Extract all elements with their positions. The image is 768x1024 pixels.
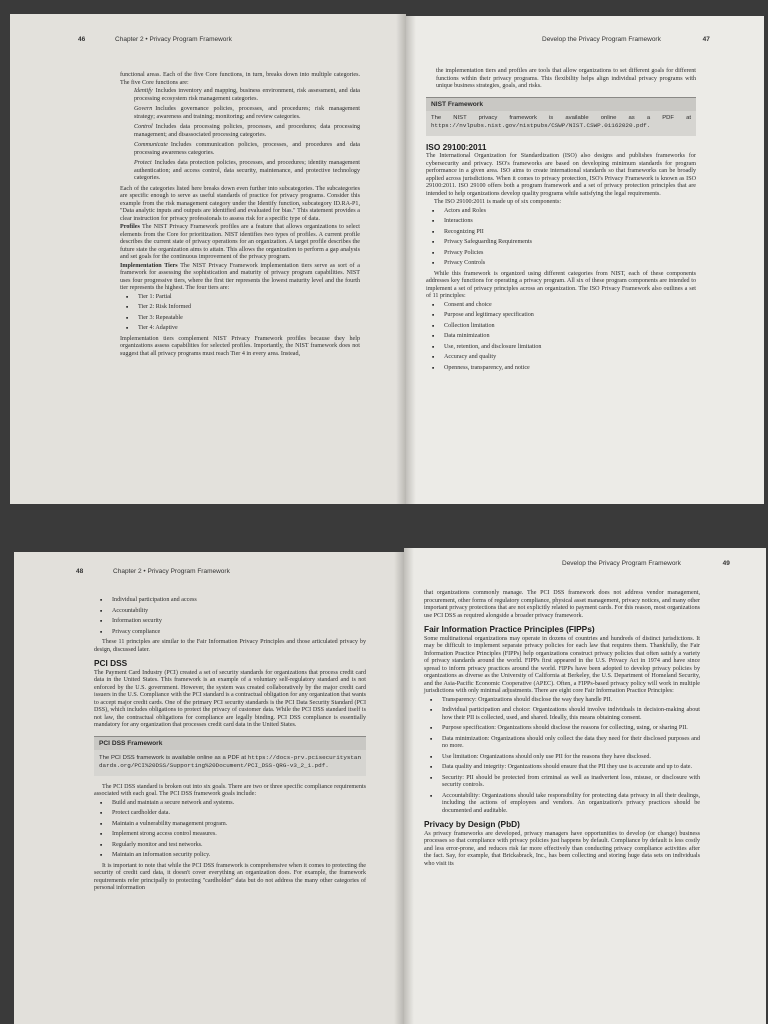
paragraph: These 11 principles are similar to the Fair Information Privacy Principles and those articulated privacy by design, discussed later.: [94, 639, 366, 653]
box-sentence: The NIST privacy framework is available online as a PDF at: [431, 115, 691, 121]
list-item: ■ Privacy Controls: [444, 260, 696, 268]
principles-list-continued: [94, 597, 366, 636]
page-body: [120, 72, 360, 359]
list-item: ■ Protect cardholder data.: [112, 810, 366, 818]
components-list: [426, 208, 696, 268]
paragraph: The International Organization for Standardization (ISO) also designs and publishes frameworks for cybersecurity and privacy. ISO's frameworks are based on developing minimum standards for program performance in a given area. ISO aims to create international standards so that frameworks can be broadly applied across jurisdictions. When it comes to privacy protection, ISO's Privacy Framework is known as ISO 29100:2011. ISO 29100 offers both a program framework and a set of privacy protection principles that are intended to help organizations develop quality programs while satisfying the legal requirements.: [426, 153, 696, 197]
list-item: ■ Accountability: [112, 608, 366, 616]
definition-control: [120, 124, 360, 139]
page-body: [424, 590, 700, 869]
definition-govern: [120, 106, 360, 121]
list-item: ■ Individual participation and access: [112, 597, 366, 605]
section-heading: Fair Information Practice Principles (FIPPs): [424, 624, 595, 634]
list-item: ■ Tier 3: Repeatable: [138, 315, 360, 323]
box-url: https://nvlpubs.nist.gov/nistpubs/CSWP/NIST.CSWP.01162020.pdf.: [431, 122, 651, 130]
paragraph: functional areas. Each of the five Core functions, in turn, breaks down into multiple categories. The five Core functions are:: [120, 72, 360, 86]
definition-text: Includes inventory and mapping, business environment, risk assessment, and data processing ecosystem risk management categories.: [134, 88, 360, 102]
definition-protect: [120, 160, 360, 183]
list-item: ■ Recognizing PII: [444, 229, 696, 237]
running-title: Develop the Privacy Program Framework: [542, 36, 661, 43]
page-47: [406, 16, 764, 504]
list-item: ■ Use limitation: Organizations should only use PII for the reasons they have disclosed.: [442, 754, 700, 762]
box-url: https://docs-prv.pcisecuritystandards.org/PCI%20DSS/Supporting%20Document/PCI_DSS-QRG-v3_2_1.pdf.: [99, 754, 361, 770]
run-in-heading: Profiles: [120, 224, 140, 230]
definition-text: Includes data protection policies, processes, and procedures; identity management authentication; and access control, data security, maintenance, and protective technology categories.: [134, 160, 360, 181]
page-49: [404, 548, 766, 1024]
profiles-paragraph: [120, 224, 360, 262]
box-title: NIST Framework: [426, 98, 696, 112]
running-title: Chapter 2 • Privacy Program Framework: [115, 36, 232, 43]
page-number: 48: [76, 568, 84, 575]
box-title: PCI DSS Framework: [94, 737, 366, 751]
section-heading: Privacy by Design (PbD): [424, 819, 520, 829]
section-heading: ISO 29100:2011: [426, 141, 487, 152]
section-heading: PCI DSS: [94, 658, 128, 668]
paragraph: The PCI DSS standard is broken out into six goals. There are two or three specific compliance requirements associated with each goal. The PCI DSS framework goals include:: [94, 783, 366, 798]
list-item: ■ Accountability: Organizations should take responsibility for protecting data privacy in all their dealings, including the actions of employees and vendors. An organization's privacy practices should be documented and auditable.: [442, 793, 700, 816]
run-in-heading: Implementation Tiers: [120, 262, 178, 269]
principles-list: [426, 302, 696, 373]
paragraph: that organizations commonly manage. The PCI DSS framework does not address vendor management, procurement, other forms of regulatory compliance, physical asset management, privacy notices, and many other important privacy protections that are not explicitly related to payment cards. For this reason, most organizations use PCI DSS as required alongside a broader privacy framework.: [424, 590, 700, 619]
definition-text: Includes governance policies, processes, and procedures; risk management strategy; awareness and training; monitoring; and review categories.: [134, 106, 360, 120]
list-item: ■ Individual participation and choice: Organizations should involve individuals in decision-making about how their PII is collected, used, and shared. Ideally, this means obtaining consent.: [442, 707, 700, 722]
running-title: Develop the Privacy Program Framework: [562, 560, 681, 567]
list-item: ■ Purpose specification: Organizations should disclose the reasons for collecting, using, or sharing PII.: [442, 725, 700, 733]
page-gutter-shadow: [404, 548, 414, 1024]
page-gutter-shadow: [394, 552, 404, 1024]
list-item: ■ Data minimization: [444, 333, 696, 341]
paragraph-text: The NIST Privacy Framework profiles are a feature that allows organizations to select elements from the Core for prioritization. NIST identifies two types of profiles. A current profile describes the current state of privacy operations for an organization. A target profile describes the future state the organization aims to attain. This allows the organization to perform a gap analysis and set goals for the continuous improvement of the privacy program.: [120, 224, 360, 260]
page-number: 47: [702, 36, 710, 43]
list-item: ■ Openness, transparency, and notice: [444, 365, 696, 373]
page-gutter-shadow: [406, 16, 416, 504]
list-item: ■ Security: PII should be protected from criminal as well as inadvertent loss, misuse, or disclosure with security controls.: [442, 775, 700, 790]
paragraph: the implementation tiers and profiles are tools that allow organizations to set different goals for different functions within their privacy programs. This flexibility helps align individual privacy programs with unique business strategies, goals, and risks.: [436, 68, 696, 89]
paragraph: The ISO 29100:2011 is made up of six components:: [434, 199, 562, 206]
list-item: ■ Consent and choice: [444, 302, 696, 310]
page-number: 46: [78, 36, 86, 43]
paragraph: As privacy frameworks are developed, privacy managers have opportunities to develop (or change) business processes so that compliance with privacy policies just happens by default. Compliance by default is less costly and less error-prone, and reduces risk far more effectively than conducting privacy compliance activities after the fact. Say, for example, that Brickabrack, Inc., has been collecting and storing huge data sets on individuals who visit its: [424, 830, 700, 867]
box-text: [426, 111, 696, 136]
list-item: ■ Tier 4: Adaptive: [138, 325, 360, 333]
tiers-list: [120, 294, 360, 333]
list-item: ■ Collection limitation: [444, 323, 696, 331]
page-46: [10, 14, 406, 504]
list-item: ■ Implement strong access control measures.: [112, 831, 366, 839]
definition-term: Identify: [134, 88, 153, 94]
paragraph: It is important to note that while the PCI DSS framework is comprehensive when it comes to protecting the security of credit card data, it doesn't cover everything an organization does. For example, the framework requirements refer principally to protecting "cardholder" data but do not address the many other categories of personal information: [94, 862, 366, 892]
page-number: 49: [722, 560, 730, 567]
definition-text: Includes communication policies, processes, and procedures and data processing awareness categories.: [134, 142, 360, 156]
running-header: [562, 560, 730, 567]
list-item: ■ Information security: [112, 618, 366, 626]
running-header: [542, 36, 710, 43]
list-item: ■ Data quality and integrity: Organizations should ensure that the PII they use is accurate and up to date.: [442, 764, 700, 772]
pci-dss-framework-box: [94, 736, 366, 776]
list-item: ■ Privacy compliance: [112, 629, 366, 637]
definition-term: Protect: [134, 160, 152, 166]
paragraph: Each of the categories listed here breaks down even further into subcategories. The subcategories are specific enough to serve as useful standards of practice for privacy programs. Consider this example from the risk management category under the Identify function, subcategory ID.RA-P1, "Data analytic inputs and outputs are identified and evaluated for bias." This statement provides a clear instruction for privacy professionals to assess risk for a specific type of data.: [120, 185, 360, 222]
box-sentence: The PCI DSS framework is available online as a PDF at: [99, 755, 247, 761]
definition-term: Govern: [134, 106, 153, 112]
definition-communicate: [120, 142, 360, 157]
list-item: ■ Build and maintain a secure network and systems.: [112, 800, 366, 808]
tiers-paragraph: [120, 263, 360, 293]
running-title: Chapter 2 • Privacy Program Framework: [113, 568, 230, 575]
page-body: [94, 596, 366, 894]
definition-term: Communicate: [134, 142, 168, 148]
definition-text: Includes data processing policies, processes, and procedures; data processing management; and disassociated processing categories.: [134, 124, 360, 138]
paragraph: Implementation tiers complement NIST Privacy Framework profiles because they help organizations assess capabilities for selected profiles. Importantly, the NIST framework does not suggest that all privacy programs must reach Tier 4 in every area. Instead,: [120, 335, 360, 357]
running-header: [76, 568, 230, 575]
definition-identify: [120, 88, 360, 103]
list-item: ■ Privacy Safeguarding Requirements: [444, 239, 696, 247]
running-header: [78, 36, 232, 43]
list-item: ■ Purpose and legitimacy specification: [444, 312, 696, 320]
paragraph: The Payment Card Industry (PCI) created a set of security standards for organizations that process credit card data in the United States. This framework is an example of a voluntary self-regulatory standard and is not enforced by the U.S. government. However, the system was created collaboratively by the major credit card issuers in the U.S. Compliance with the PCI standard is a contractual obligation for any organization that wants to accept major credit cards. One of the primary PCI security standards is the PCI Data Security Standard (PCI DSS), which includes obligations to protect the privacy of customer data. While the PCI DSS standard itself is not law, the contractual obligations for compliance are legally binding. PCI DSS compliance is essentially mandatory for any organization that processes credit card data in the United States.: [94, 669, 366, 728]
paragraph: Some multinational organizations may operate in dozens of countries and hundreds of distinct jurisdictions. It may be difficult to implement separate privacy policies for each law that requires them. Thankfully, the Fair Information Practice Principles (FIPPs) help organizations construct privacy policies that often satisfy a variety of privacy standards around the world. FIPPs first appeared in the U.S. Privacy Act in 1974 and have since spread to inform privacy practices around the world. FIPPs have been adopted to develop privacy policies by organizations as diverse as the University of California at Berkeley, the U.S. Department of Homeland Security, and the Asia-Pacific Economic Cooperative (APEC). Often, a FIPPs-based privacy policy will work in multiple jurisdictions with only minimal adjustments. There are eight core Fair Information Practice Principles:: [424, 635, 700, 694]
list-item: ■ Interactions: [444, 218, 696, 226]
list-item: ■ Data minimization: Organizations should only collect the data they need for their disclosed purposes and no more.: [442, 736, 700, 751]
list-item: ■ Tier 2: Risk Informed: [138, 304, 360, 312]
list-item: ■ Maintain a vulnerability management program.: [112, 821, 366, 829]
paragraph: While this framework is organized using different categories from NIST, each of these components addresses key functions for operating a privacy program. All six of these program components are intended to implement a set of privacy principles across an organization. The ISO Privacy Framework also outlines a set of 11 principles:: [426, 270, 696, 300]
goals-list: [94, 800, 366, 860]
list-item: ■ Tier 1: Partial: [138, 294, 360, 302]
list-item: ■ Maintain an information security policy.: [112, 852, 366, 860]
box-text: [94, 750, 366, 776]
paragraph-text: The NIST Privacy Framework implementation tiers serve as sort of a framework for assessing the sophistication and maturity of privacy program capabilities. NIST uses four progressive tiers, where the first tier represents the lowest maturity level and the fourth tier represents the highest. The four tiers are:: [120, 262, 360, 291]
fipps-list: [424, 697, 700, 816]
list-item: ■ Transparency: Organizations should disclose the way they handle PII.: [442, 697, 700, 705]
page-body: [426, 68, 696, 375]
list-item: ■ Use, retention, and disclosure limitation: [444, 344, 696, 352]
definition-term: Control: [134, 124, 153, 130]
list-item: ■ Regularly monitor and test networks.: [112, 842, 366, 850]
list-item: ■ Accuracy and quality: [444, 354, 696, 362]
list-item: ■ Actors and Roles: [444, 208, 696, 216]
page-48: [14, 552, 404, 1024]
list-item: ■ Privacy Policies: [444, 250, 696, 258]
nist-framework-box: [426, 97, 696, 136]
page-gutter-shadow: [396, 14, 406, 504]
